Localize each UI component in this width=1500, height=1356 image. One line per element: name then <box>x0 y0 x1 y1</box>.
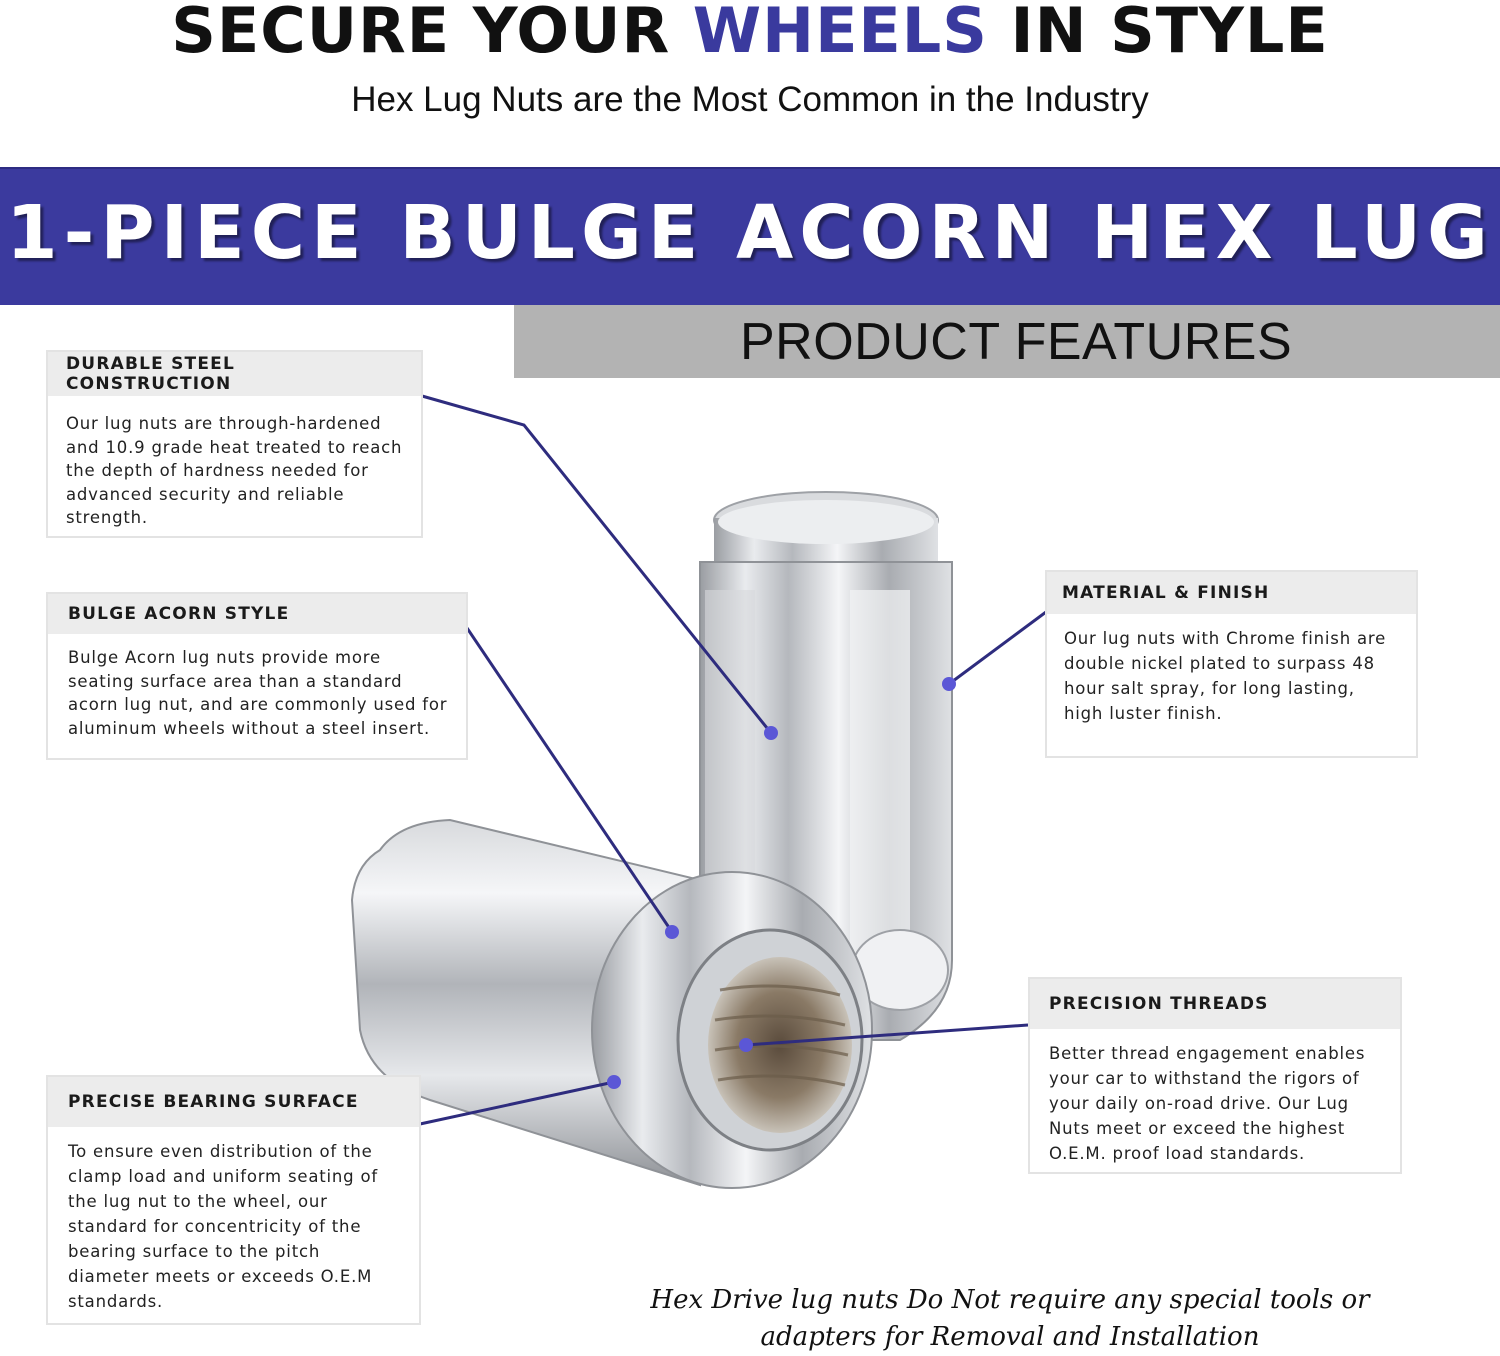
footer-caption: Hex Drive lug nuts Do Not require any special tools or adapters for Removal and Installation <box>650 1285 1370 1352</box>
feature-card-title: BULGE ACORN STYLE <box>48 594 466 634</box>
features-label: PRODUCT FEATURES <box>740 313 1293 371</box>
leader-material <box>949 612 1046 684</box>
hero-title-pre: SECURE YOUR <box>171 0 693 67</box>
feature-card-title: MATERIAL & FINISH <box>1047 572 1416 614</box>
feature-card-material <box>1045 570 1418 758</box>
feature-card-text: Bulge Acorn lug nuts provide more seating surface area than a standard acorn lug nut, and are commonly used for aluminum wheels without a steel insert. <box>68 648 448 738</box>
feature-card-text: To ensure even distribution of the clamp load and uniform seating of the lug nut to the wheel, our standard for concentricity of the bearing surface to the pitch diameter meets or exceeds O.E.M standards. <box>68 1142 378 1311</box>
feature-card-text: Our lug nuts are through-hardened and 10.9 grade heat treated to reach the depth of hardness needed for advanced security and reliable strength. <box>66 414 403 527</box>
feature-card-bearing <box>46 1075 421 1325</box>
feature-card-threads <box>1028 977 1402 1174</box>
feature-card-title: PRECISE BEARING SURFACE <box>48 1077 419 1127</box>
hero-title-accent: WHEELS <box>692 0 988 67</box>
callout-dot-bulge <box>665 925 679 939</box>
feature-card-durable <box>46 350 423 538</box>
hero-title-post: IN STYLE <box>987 0 1329 67</box>
feature-card-bulge <box>46 592 468 760</box>
product-banner-title: 1-PIECE BULGE ACORN HEX LUG <box>6 190 1494 276</box>
callout-dot-durable <box>764 726 778 740</box>
feature-card-text: Better thread engagement enables your car to withstand the rigors of your daily on-road drive. Our Lug Nuts meet or exceed the highest O.E.M. proof load standards. <box>1049 1044 1366 1163</box>
hero-subtitle: Hex Lug Nuts are the Most Common in the Industry <box>351 80 1149 119</box>
callout-dot-bearing <box>607 1075 621 1089</box>
callout-dot-material <box>942 677 956 691</box>
callout-dot-threads <box>739 1038 753 1052</box>
feature-card-title: PRECISION THREADS <box>1030 979 1400 1029</box>
feature-card-text: Our lug nuts with Chrome finish are double nickel plated to surpass 48 hour salt spray, for long lasting, high luster finish. <box>1064 629 1387 723</box>
feature-card-title: DURABLE STEEL CONSTRUCTION <box>48 352 421 396</box>
